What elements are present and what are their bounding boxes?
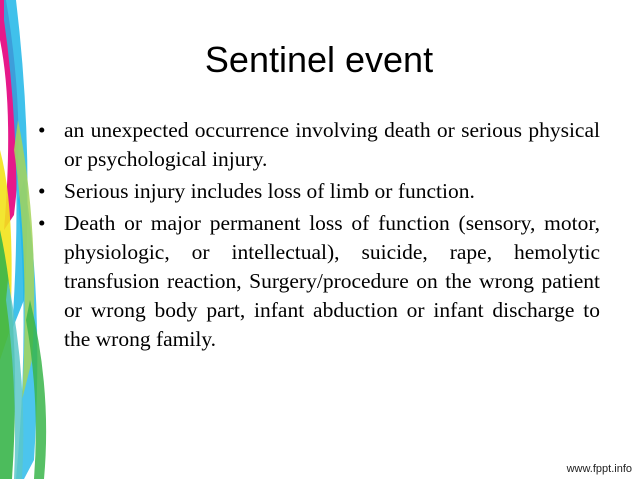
- bullet-item: • Death or major permanent loss of function (sensory, motor, physiologic, or intellectual), suicide, rape, hemolytic transfusion reaction, Surgery/procedure on the wrong patient or wrong body part, infant abduction or infant discharge to the wrong family.: [38, 209, 600, 354]
- watermark: www.fppt.info: [566, 463, 632, 475]
- slide-title: Sentinel event: [204, 39, 434, 80]
- bullet-item: • an unexpected occurrence involving death or serious physical or psychological injury.: [38, 116, 600, 174]
- bullet-item: • Serious injury includes loss of limb or function.: [38, 177, 600, 206]
- bullet-list: [38, 116, 600, 354]
